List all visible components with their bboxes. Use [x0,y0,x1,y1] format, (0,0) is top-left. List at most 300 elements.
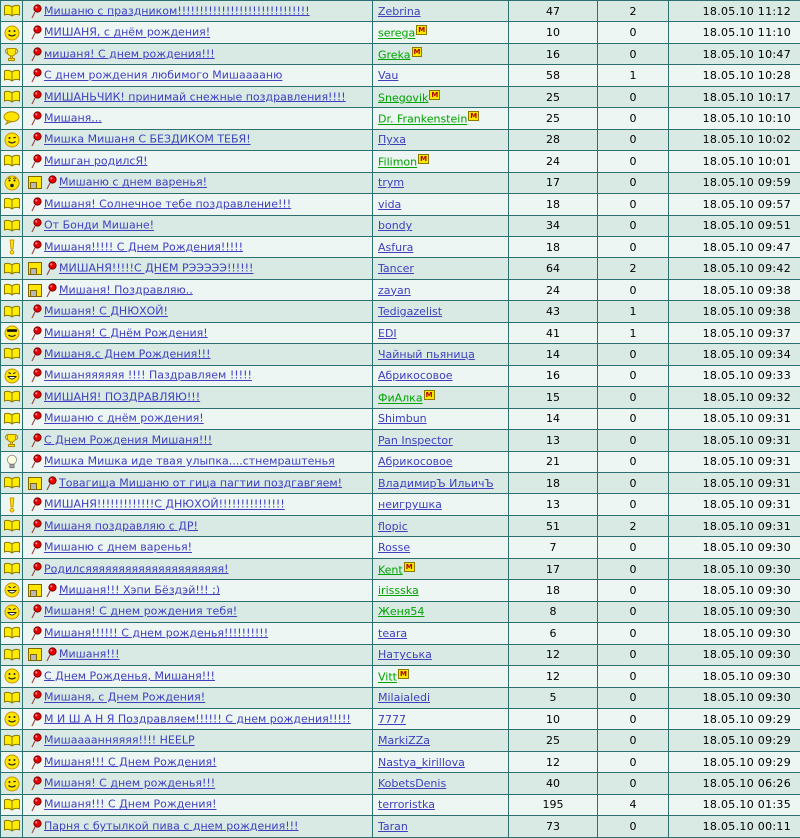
last-post-date: 18.05.10 09:38 [669,301,800,322]
pushpin-icon [30,4,43,17]
topic-row [1,472,800,493]
replies-count: 13 [509,430,598,451]
new-count: 1 [598,322,669,343]
replies-count: 25 [509,86,598,107]
replies-count: 6 [509,623,598,644]
attachment-icon [28,283,42,296]
new-count: 0 [598,279,669,300]
new-count: 0 [598,129,669,150]
last-post-date: 18.05.10 06:26 [669,773,800,794]
book-icon [3,69,21,82]
replies-count: 10 [509,708,598,729]
author-link[interactable]: terroristka [378,798,435,811]
author-link[interactable]: Vitt [378,671,397,684]
m-badge-icon[interactable]: M [416,25,427,35]
topic-row [1,601,800,622]
book-icon [3,262,21,275]
new-count: 0 [598,580,669,601]
replies-count: 21 [509,451,598,472]
last-post-date: 18.05.10 09:31 [669,451,800,472]
attachment-icon [28,583,42,596]
last-post-date: 18.05.10 09:29 [669,751,800,772]
topic-row [1,236,800,257]
book-icon [3,390,21,403]
new-count: 0 [598,472,669,493]
topic-row [1,644,800,665]
topic-row [1,580,800,601]
pushpin-icon [30,519,43,532]
author-link[interactable]: teara [378,627,407,640]
pushpin-icon [30,755,43,768]
author-link[interactable]: trym [378,176,404,189]
pushpin-icon [45,262,58,275]
topic-title-link[interactable]: Мишаня!!! Хэпи Бёздэй!!! ;) [59,583,220,596]
topic-row [1,365,800,386]
last-post-date: 18.05.10 09:30 [669,601,800,622]
topic-row [1,86,800,107]
pushpin-icon [30,669,43,682]
topic-row [1,258,800,279]
book-icon [3,626,21,639]
new-count: 0 [598,537,669,558]
author-link[interactable]: Zebrina [378,5,421,18]
last-post-date: 18.05.10 09:29 [669,730,800,751]
author-link[interactable]: Абрикосовое [378,455,453,468]
replies-count: 10 [509,22,598,43]
book-icon [3,541,21,554]
topic-row [1,494,800,515]
last-post-date: 18.05.10 09:59 [669,172,800,193]
replies-count: 7 [509,537,598,558]
last-post-date: 18.05.10 10:01 [669,151,800,172]
new-count: 1 [598,65,669,86]
book-icon [3,412,21,425]
new-count: 0 [598,494,669,515]
book-icon [3,691,21,704]
replies-count: 12 [509,644,598,665]
pushpin-icon [30,197,43,210]
book-icon [3,90,21,103]
last-post-date: 18.05.10 09:32 [669,387,800,408]
topic-row [1,451,800,472]
last-post-date: 18.05.10 09:30 [669,644,800,665]
pushpin-icon [45,583,58,596]
pushpin-icon [30,219,43,232]
replies-count: 73 [509,816,598,837]
new-count: 0 [598,730,669,751]
book-icon [3,154,21,167]
pushpin-icon [30,69,43,82]
author-link[interactable]: Женя54 [378,605,424,618]
speech-bubble-icon [3,111,20,124]
topic-title-link[interactable]: МИШАНЯ!!!!!!!!!!!!!С ДНЮХОЙ!!!!!!!!!!!!!!! [44,498,285,511]
pushpin-icon [30,347,43,360]
author-link[interactable]: serega [378,27,415,40]
pushpin-icon [30,26,43,39]
replies-count: 8 [509,601,598,622]
topic-row [1,172,800,193]
author-link[interactable]: flopic [378,520,408,533]
topic-row [1,773,800,794]
book-icon [3,819,21,832]
book-icon [3,648,21,661]
replies-count: 34 [509,215,598,236]
m-badge-icon[interactable]: M [412,47,423,57]
pushpin-icon [30,626,43,639]
replies-count: 43 [509,301,598,322]
new-count: 0 [598,601,669,622]
last-post-date: 18.05.10 09:30 [669,623,800,644]
last-post-date: 18.05.10 09:31 [669,515,800,536]
smiley-icon [4,26,20,39]
replies-count: 51 [509,515,598,536]
new-count: 0 [598,408,669,429]
smiley-cool-icon [4,326,20,339]
author-link[interactable]: Vau [378,69,398,82]
book-icon [3,219,21,232]
author-link[interactable]: Nastya_kirillova [378,756,465,769]
topic-row [1,687,800,708]
smiley-wink-icon [4,777,20,790]
topic-row [1,387,800,408]
topic-row [1,215,800,236]
pushpin-icon [30,819,43,832]
m-badge-icon[interactable]: M [424,390,435,400]
topic-title-link[interactable]: Мишаня! С днем рождения тебя! [44,605,237,618]
last-post-date: 18.05.10 09:57 [669,194,800,215]
new-count: 1 [598,301,669,322]
book-icon [3,798,21,811]
last-post-date: 18.05.10 00:11 [669,816,800,837]
new-count: 0 [598,172,669,193]
topic-title-link[interactable]: Мишаня! С ДНЮХОЙ! [44,305,168,318]
replies-count: 18 [509,472,598,493]
topic-title-link[interactable]: Мишаня!!! С Днем Рождения! [44,798,217,811]
topic-title-link[interactable]: МИШАНЯ, с днём рождения! [44,26,210,39]
author-link[interactable]: Asfura [378,241,413,254]
pushpin-icon [45,176,58,189]
last-post-date: 18.05.10 01:35 [669,794,800,815]
exclamation-icon [7,498,17,511]
smiley-grin-icon [4,369,20,382]
trophy-icon [4,433,19,446]
topic-row [1,666,800,687]
topic-title-link[interactable]: Мишаня,с Днем Рождения!!! [44,347,210,360]
attachment-icon [28,648,42,661]
last-post-date: 18.05.10 09:29 [669,708,800,729]
last-post-date: 18.05.10 09:47 [669,236,800,257]
last-post-date: 18.05.10 10:17 [669,86,800,107]
author-link[interactable]: 7777 [378,713,406,726]
pushpin-icon [30,390,43,403]
pushpin-icon [30,734,43,747]
author-link[interactable]: Натуська [378,648,432,661]
replies-count: 5 [509,687,598,708]
author-link[interactable]: Kent [378,563,403,576]
book-icon [3,562,21,575]
topic-title-link[interactable]: С Днем Рожденья, Мишаня!!! [44,669,215,682]
m-badge-icon[interactable]: M [398,669,409,679]
pushpin-icon [30,90,43,103]
new-count: 0 [598,687,669,708]
last-post-date: 18.05.10 11:12 [669,1,800,22]
replies-count: 17 [509,172,598,193]
new-count: 0 [598,236,669,257]
replies-count: 18 [509,236,598,257]
new-count: 0 [598,430,669,451]
author-link[interactable]: EDI [378,327,397,340]
new-count: 0 [598,194,669,215]
replies-count: 14 [509,408,598,429]
topic-table-body [1,1,800,838]
replies-count: 58 [509,65,598,86]
author-link[interactable]: Tedigazelist [378,305,442,318]
last-post-date: 18.05.10 09:31 [669,494,800,515]
book-icon [3,734,21,747]
last-post-date: 18.05.10 09:30 [669,558,800,579]
new-count: 0 [598,773,669,794]
pushpin-icon [30,240,43,253]
topic-row [1,794,800,815]
topic-title-link[interactable]: От Бонди Мишане! [44,219,154,232]
topic-title-link[interactable]: М И Ш А Н Я Поздравляем!!!!!! С днем рождения!!!!! [44,712,351,725]
pushpin-icon [45,476,58,489]
smiley-surprised-icon [4,176,20,189]
replies-count: 25 [509,108,598,129]
topic-title-link[interactable]: Мишаня! Поздравляю.. [59,283,193,296]
topic-title-link[interactable]: МИШАНЯ!!!!!С ДНЕМ РЭЭЭЭЭ!!!!!! [59,262,253,275]
last-post-date: 18.05.10 09:37 [669,322,800,343]
topic-row [1,558,800,579]
new-count: 0 [598,387,669,408]
topic-title-link[interactable]: Мишаня! С днем рожденья!!! [44,777,215,790]
author-link[interactable]: ФиАлка [378,392,423,405]
topic-title-link[interactable]: Мишаню с днем варенья! [59,176,207,189]
topic-title-link[interactable]: Мишаню с днём рождения! [44,412,204,425]
replies-count: 18 [509,580,598,601]
last-post-date: 18.05.10 09:31 [669,430,800,451]
m-badge-icon[interactable]: M [418,154,429,164]
topic-row [1,279,800,300]
m-badge-icon[interactable]: M [404,562,415,572]
author-link[interactable]: KobetsDenis [378,777,446,790]
topic-row [1,151,800,172]
topic-title-link[interactable]: Мишаня, с Днем Рождения! [44,691,205,704]
author-link[interactable]: Pan Inspector [378,434,453,447]
topic-title-link[interactable]: Мишаня... [44,111,102,124]
new-count: 2 [598,258,669,279]
topic-title-link[interactable]: мишаня! С днем рождения!!! [44,47,215,60]
new-count: 0 [598,451,669,472]
topic-row [1,751,800,772]
topic-row [1,301,800,322]
new-count: 0 [598,666,669,687]
new-count: 2 [598,1,669,22]
book-icon [3,305,21,318]
pushpin-icon [30,133,43,146]
author-link[interactable]: Snegovik [378,91,428,104]
author-link[interactable]: неигрушка [378,498,442,511]
replies-count: 15 [509,387,598,408]
last-post-date: 18.05.10 09:30 [669,580,800,601]
last-post-date: 18.05.10 10:28 [669,65,800,86]
last-post-date: 18.05.10 10:02 [669,129,800,150]
pushpin-icon [30,605,43,618]
replies-count: 13 [509,494,598,515]
new-count: 0 [598,708,669,729]
book-icon [3,4,21,17]
topic-title-link[interactable]: С Днем Рождения Мишаня!!! [44,433,212,446]
new-count: 0 [598,22,669,43]
topic-title-link[interactable]: Мишаня поздравляю с ДР! [44,519,198,532]
topic-row [1,515,800,536]
book-icon [3,283,21,296]
topic-title-link[interactable]: МИШАНЬЧИК! принимай снежные поздравления!!!! [44,90,346,103]
pushpin-icon [30,541,43,554]
replies-count: 14 [509,344,598,365]
author-link[interactable]: vida [378,198,401,211]
pushpin-icon [30,305,43,318]
pushpin-icon [30,412,43,425]
topic-row [1,344,800,365]
replies-count: 195 [509,794,598,815]
author-link[interactable]: ВладимирЪ ИльичЪ [378,477,494,490]
smiley-grin-icon [4,605,20,618]
replies-count: 40 [509,773,598,794]
topic-row [1,322,800,343]
topic-row [1,708,800,729]
replies-count: 16 [509,365,598,386]
new-count: 0 [598,43,669,64]
last-post-date: 18.05.10 09:31 [669,472,800,493]
author-link[interactable]: Абрикосовое [378,369,453,382]
last-post-date: 18.05.10 09:38 [669,279,800,300]
author-link[interactable]: Dr. Frankenstein [378,113,467,126]
last-post-date: 18.05.10 09:31 [669,408,800,429]
topic-title-link[interactable]: Мишаняяяяяя !!!! Паздравляем !!!!! [44,369,252,382]
topic-title-link[interactable]: Мишаня!!! [59,648,119,661]
topic-row [1,816,800,837]
smiley-icon [4,669,20,682]
last-post-date: 18.05.10 09:30 [669,666,800,687]
topic-row [1,537,800,558]
topic-title-link[interactable]: Мишаня!!!!! С Днем Рождения!!!!! [44,240,243,253]
attachment-icon [28,262,42,275]
topic-title-link[interactable]: Товагища Мишаню от гица пагтии поздгавгяем! [59,476,342,489]
author-link[interactable]: MarkiZZa [378,734,430,747]
author-link[interactable]: Rosse [378,541,410,554]
topic-title-link[interactable]: Парня с бутылкой пива с днем рождения!!! [44,819,298,832]
pushpin-icon [30,498,43,511]
replies-count: 24 [509,279,598,300]
author-link[interactable]: bondy [378,219,412,232]
topic-title-link[interactable]: Родилсяяяяяяяяяяяяяяяяяяяяя! [44,562,229,575]
topic-title-link[interactable]: Мишаню с днем варенья! [44,541,192,554]
book-icon [3,519,21,532]
replies-count: 47 [509,1,598,22]
replies-count: 12 [509,666,598,687]
smiley-grin-icon [4,583,20,596]
m-badge-icon[interactable]: M [429,90,440,100]
pushpin-icon [30,562,43,575]
pushpin-icon [30,691,43,704]
pushpin-icon [30,712,43,725]
topic-title-link[interactable]: МИШАНЯ! ПОЗДРАВЛЯЮ!!! [44,390,200,403]
topic-title-link[interactable]: Мишаня! С Днём Рождения! [44,326,208,339]
topic-row [1,129,800,150]
topic-row [1,1,800,22]
pushpin-icon [30,154,43,167]
author-link[interactable]: Пуха [378,133,406,146]
topic-title-link[interactable]: Мишаня!!! С Днем Рождения! [44,755,217,768]
topic-title-link[interactable]: Мишаня!!!!!! С днем рожденья!!!!!!!!!! [44,626,268,639]
book-icon [3,347,21,360]
author-link[interactable]: Tancer [378,262,414,275]
smiley-icon [4,755,20,768]
replies-count: 41 [509,322,598,343]
author-link[interactable]: Filimon [378,156,417,169]
topic-title-link[interactable]: С днем рождения любимого Мишааааню [44,69,282,82]
topic-title-link[interactable]: Мишаааанняяяя!!!! HEELP [44,734,195,747]
m-badge-icon[interactable]: M [468,111,479,121]
new-count: 0 [598,86,669,107]
lightbulb-icon [6,455,18,468]
replies-count: 64 [509,258,598,279]
new-count: 0 [598,151,669,172]
author-link[interactable]: irissska [378,584,419,597]
last-post-date: 18.05.10 09:33 [669,365,800,386]
author-link[interactable]: zayan [378,284,411,297]
attachment-icon [28,176,42,189]
book-icon [3,476,21,489]
replies-count: 16 [509,43,598,64]
author-link[interactable]: Чайный пьяница [378,348,475,361]
pushpin-icon [30,433,43,446]
new-count: 0 [598,816,669,837]
replies-count: 12 [509,751,598,772]
author-link[interactable]: Taran [378,820,408,833]
last-post-date: 18.05.10 11:10 [669,22,800,43]
last-post-date: 18.05.10 09:30 [669,537,800,558]
pushpin-icon [45,648,58,661]
trophy-icon [4,47,19,60]
author-link[interactable]: Shimbun [378,412,427,425]
author-link[interactable]: Milaialedi [378,691,430,704]
new-count: 4 [598,794,669,815]
author-link[interactable]: Greka [378,48,411,61]
topic-title-link[interactable]: Мишка Мишаня С БЕЗДИКОМ ТЕБЯ! [44,133,251,146]
replies-count: 17 [509,558,598,579]
topic-row [1,43,800,64]
last-post-date: 18.05.10 09:42 [669,258,800,279]
new-count: 0 [598,751,669,772]
topic-title-link[interactable]: Мишаню с праздником!!!!!!!!!!!!!!!!!!!!!!!!!!!!!! [44,4,310,17]
new-count: 0 [598,644,669,665]
smiley-icon [4,712,20,725]
topic-row [1,22,800,43]
pushpin-icon [30,111,43,124]
new-count: 0 [598,215,669,236]
topic-title-link[interactable]: Мишган родилсЯ! [44,154,148,167]
pushpin-icon [45,283,58,296]
new-count: 0 [598,623,669,644]
last-post-date: 18.05.10 09:30 [669,687,800,708]
topic-row [1,408,800,429]
topic-title-link[interactable]: Мишаня! Солнечное тебе поздравление!!! [44,197,291,210]
topic-title-link[interactable]: Мишка Мишка иде твая улыпка....стнемраштенья [44,455,335,468]
pushpin-icon [30,47,43,60]
topic-row [1,623,800,644]
